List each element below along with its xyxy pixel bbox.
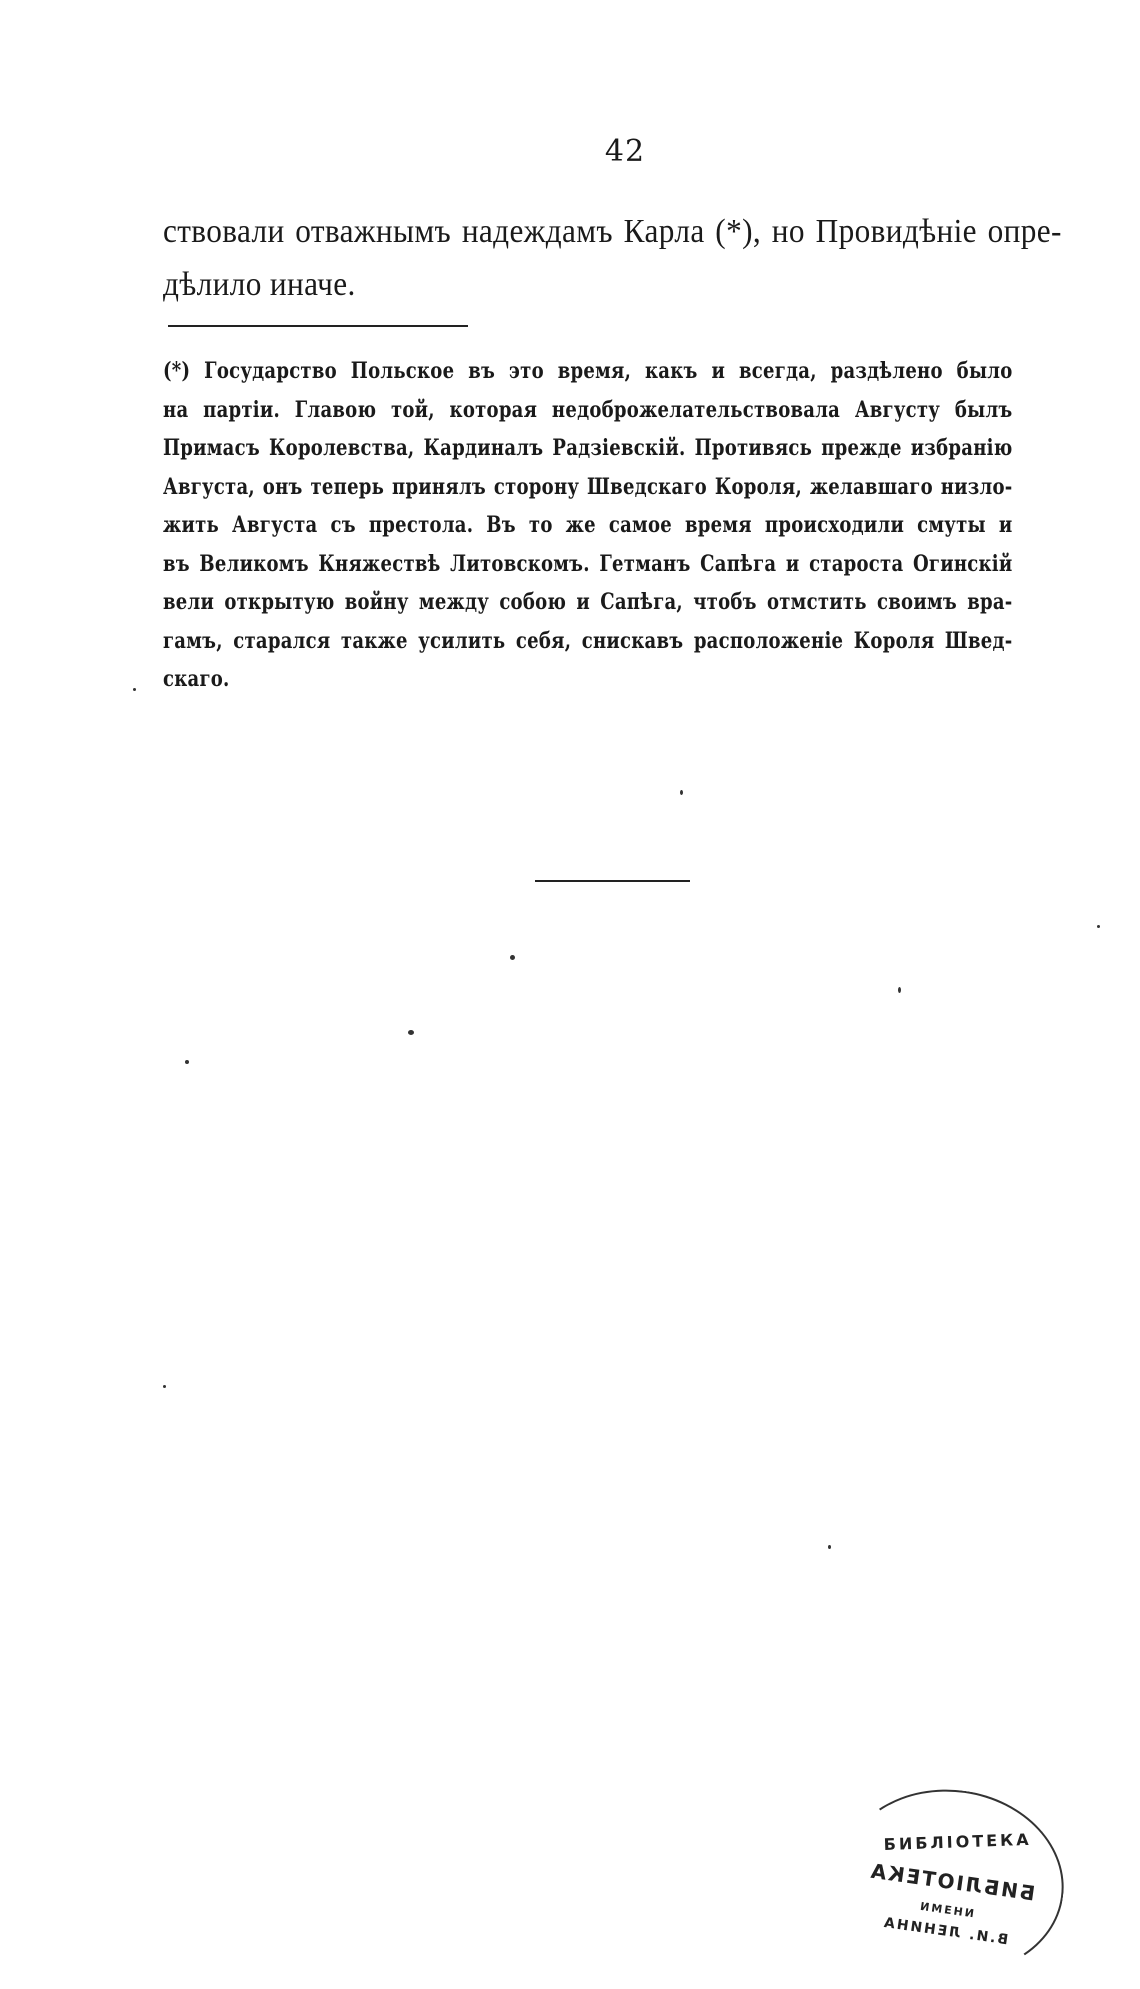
section-divider <box>535 880 690 882</box>
scan-speck <box>408 1030 414 1035</box>
stamp-text: ИМЕНИ <box>919 1899 977 1921</box>
scan-speck <box>680 790 683 795</box>
scan-speck <box>1097 925 1100 928</box>
scan-speck <box>828 1545 831 1549</box>
stamp-text: БИБЛІОТЕКА <box>867 1858 1037 1906</box>
footnote <box>163 352 1013 699</box>
main-text-line: ствовали отважнымъ надеждамъ Карла (*), но Провидѣніе опре- <box>163 213 1062 250</box>
main-text <box>163 205 1062 311</box>
main-text-line: дѣлило иначе. <box>163 266 356 303</box>
scan-speck <box>510 955 515 960</box>
footnote-line: вели открытую войну между собою и Сапѣга, чтобъ отмстить своимъ вра- <box>163 589 1013 615</box>
stamp-text: В.И. ЛЕНИНА <box>881 1914 1010 1949</box>
scan-speck <box>185 1060 189 1064</box>
scan-speck <box>133 688 136 691</box>
scan-speck <box>898 987 901 993</box>
footnote-line: скаго. <box>163 666 230 692</box>
footnote-line: Примасъ Королевства, Кардиналъ Радзіевскій. Противясь прежде избранію <box>163 435 1013 461</box>
footnote-line: на партіи. Главою той, которая недоброжелательствовала Августу былъ <box>163 396 1013 423</box>
footnote-line: гамъ, старался также усилить себя, снискавъ расположеніе Короля Швед- <box>163 627 1013 654</box>
footnote-line: въ Великомъ Княжествѣ Литовскомъ. Гетманъ Сапѣга и староста Огинскій <box>163 550 1013 577</box>
footnote-line: Августа, онъ теперь принялъ сторону Шведскаго Короля, желавшаго низло- <box>163 473 1013 500</box>
scan-speck <box>163 1385 166 1388</box>
section-divider <box>168 325 468 327</box>
library-stamp <box>828 1775 1075 1988</box>
footnote-line: жить Августа съ престола. Въ то же самое время происходили смуты и <box>163 512 1013 538</box>
stamp-text: БИБЛІОТЕКА <box>883 1829 1032 1854</box>
page-number: 42 <box>604 134 646 169</box>
footnote-line: (*) Государство Польское въ это время, какъ и всегда, раздѣлено было <box>163 358 1013 384</box>
